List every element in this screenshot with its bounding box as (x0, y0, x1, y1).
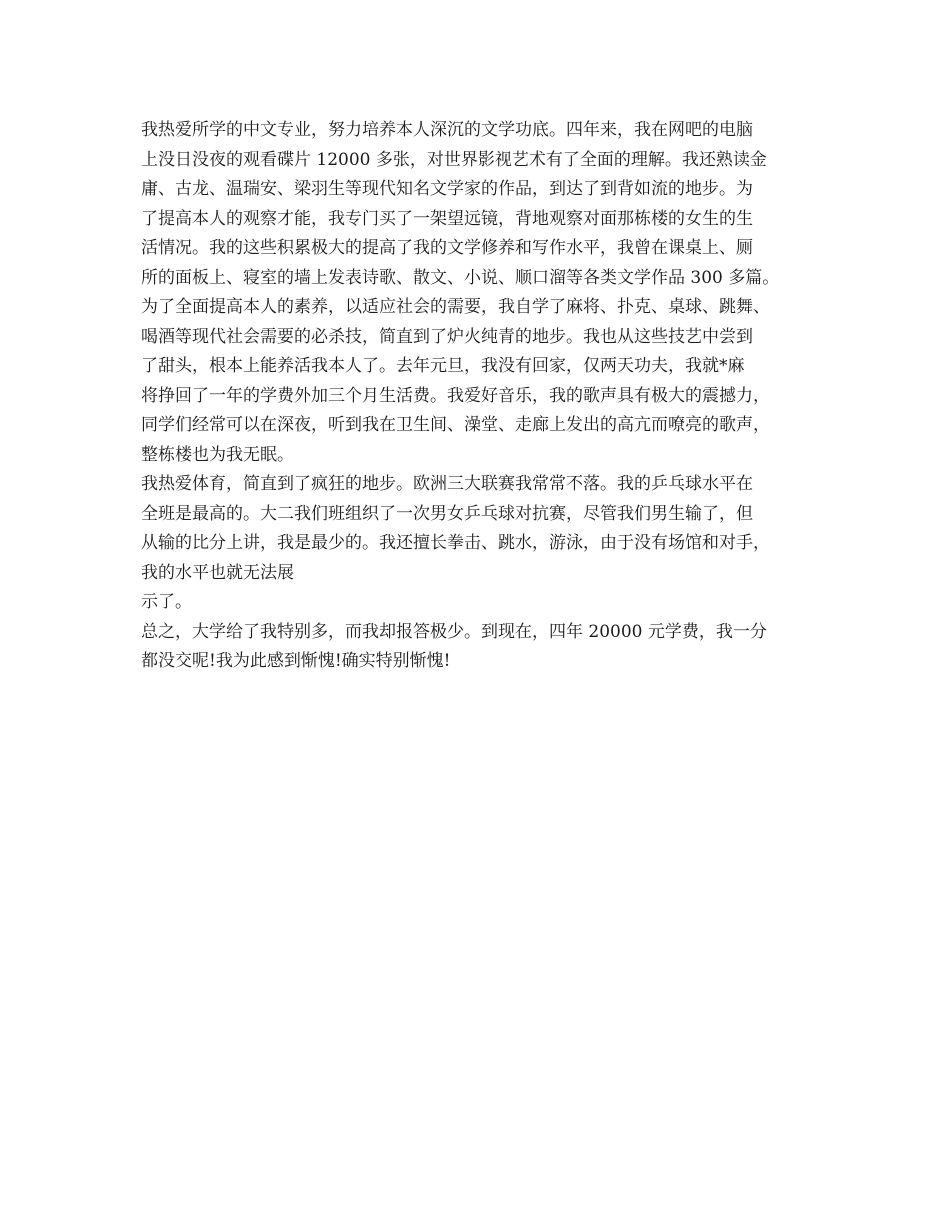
text-line: 为了全面提高本人的素养，以适应社会的需要，我自学了麻将、扑克、桌球、跳舞、 (141, 297, 770, 317)
text-line: 都没交呢!我为此感到惭愧!确实特别惭愧! (141, 651, 451, 671)
text-line: 喝酒等现代社会需要的必杀技，简直到了炉火纯青的地步。我也从这些技艺中尝到 (141, 326, 753, 347)
document-body (141, 116, 821, 677)
paragraph-fragment (141, 588, 821, 618)
text-line: 活情况。我的这些积累极大的提高了我的文学修养和写作水平，我曾在课桌上、厕 (141, 238, 753, 258)
text-line: 将挣回了一年的学费外加三个月生活费。我爱好音乐，我的歌声具有极大的震撼力， (141, 385, 770, 406)
text-line: 上没日没夜的观看碟片 12000 多张，对世界影视艺术有了全面的理解。我还熟读金 (141, 149, 767, 170)
text-line: 庸、古龙、温瑞安、梁羽生等现代知名文学家的作品，到达了到背如流的地步。为 (141, 179, 753, 199)
text-line: 了甜头，根本上能养活我本人了。去年元旦，我没有回家，仅两天功夫，我就*麻 (141, 356, 745, 376)
text-line: 示了。 (141, 592, 192, 612)
text-line: 我热爱所学的中文专业，努力培养本人深沉的文学功底。四年来，我在网吧的电脑 (141, 120, 753, 140)
text-line: 全班是最高的。大二我们班组织了一次男女乒乓球对抗赛，尽管我们男生输了，但 (141, 503, 753, 524)
text-line: 整栋楼也为我无眠。 (141, 444, 294, 465)
text-line: 我的水平也就无法展 (141, 562, 294, 583)
text-line: 总之，大学给了我特别多，而我却报答极少。到现在，四年 20000 元学费，我一分 (141, 621, 767, 642)
text-line: 了提高本人的观察才能，我专门买了一架望远镜，背地观察对面那栋楼的女生的生 (141, 208, 753, 229)
paragraph-conclusion (141, 618, 821, 677)
text-line: 同学们经常可以在深夜，听到我在卫生间、澡堂、走廊上发出的高亢而嘹亮的歌声， (141, 415, 770, 435)
text-line: 所的面板上、寝室的墙上发表诗歌、散文、小说、顺口溜等各类文学作品 300 多篇。 (141, 267, 780, 288)
text-line: 我热爱体育，简直到了疯狂的地步。欧洲三大联赛我常常不落。我的乒乓球水平在 (141, 474, 753, 494)
paragraph-studies (141, 116, 821, 470)
text-line: 从输的比分上讲，我是最少的。我还擅长拳击、跳水，游泳，由于没有场馆和对手， (141, 533, 770, 553)
paragraph-sports (141, 470, 821, 588)
